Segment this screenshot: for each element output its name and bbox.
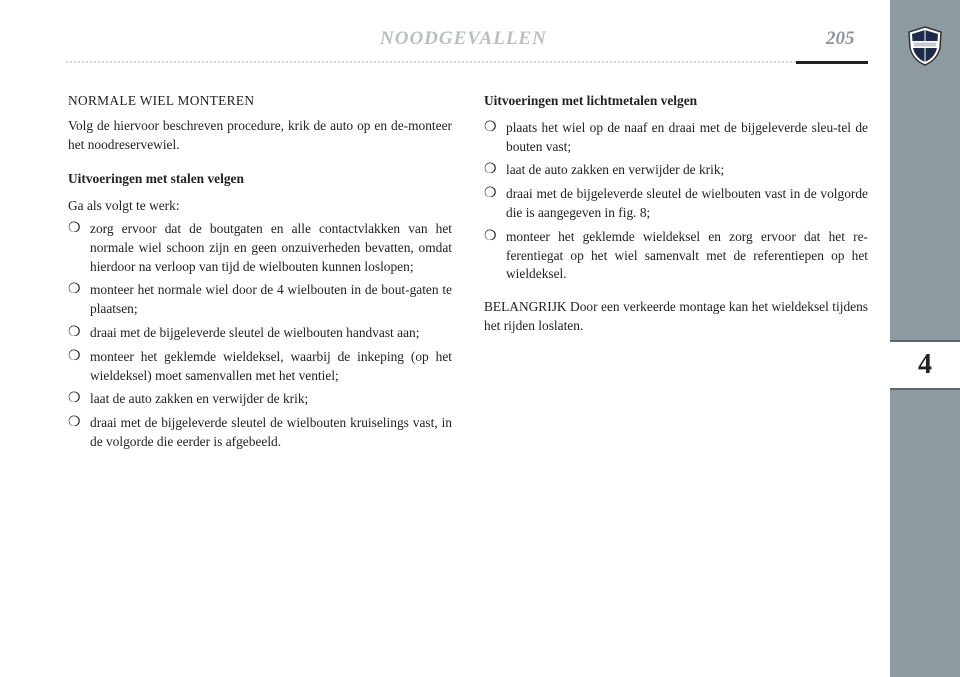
bullet-icon: ❍ (68, 282, 81, 298)
bullet-icon: ❍ (484, 162, 497, 178)
list-item: ❍ monteer het geklemde wieldeksel, waarbij de inkeping (op het wieldeksel) moet samenvallen met het ventiel; (68, 348, 452, 383)
section-title: NORMALE WIEL MONTEREN (68, 93, 255, 108)
list-item: ❍ laat de auto zakken en verwijder de krik; (484, 161, 868, 180)
lead-paragraph: Ga als volgt te werk: (68, 198, 180, 214)
important-note: BELANGRIJK Door een verkeerde montage kan het wieldeksel tijdens het rijden loslaten. (484, 299, 868, 333)
list-item: ❍ laat de auto zakken en verwijder de krik; (68, 390, 452, 409)
chapter-tab[interactable]: 4 (890, 340, 960, 390)
bullet-icon: ❍ (484, 119, 497, 135)
header-rule-solid (796, 61, 868, 64)
steps-list-steel (68, 220, 452, 452)
right-column (484, 92, 868, 346)
subheading-alloy-rims: Uitvoeringen met lichtmetalen velgen (484, 93, 698, 108)
bullet-icon: ❍ (68, 324, 81, 340)
bullet-icon: ❍ (68, 348, 81, 364)
running-header-title: NOODGEVALLEN (380, 28, 547, 49)
header-rule-dotted (66, 61, 796, 63)
page-number: 205 (826, 28, 855, 49)
list-item: ❍ zorg ervoor dat de boutgaten en alle contactvlakken van het normale wiel schoon zijn en geen onzuiverheden bevatten, omdat hierdoor na verloop van tijd de wielbouten kunnen loslopen; (68, 220, 452, 274)
steps-list-alloy (484, 119, 868, 284)
intro-paragraph: Volg de hiervoor beschreven procedure, krik de auto op en de-monteer het noodreservewiel. (68, 117, 452, 152)
list-item: ❍ draai met de bijgeleverde sleutel de wielbouten vast in de volgorde die is aangegeven in fig. 8; (484, 186, 868, 220)
left-column (68, 92, 452, 460)
chapter-sidebar (890, 0, 960, 677)
lancia-shield-icon (907, 26, 943, 66)
bullet-icon: ❍ (68, 391, 81, 407)
bullet-icon: ❍ (484, 228, 497, 244)
list-item: ❍ monteer het geklemde wieldeksel en zorg ervoor dat het re-ferentiegat op het wiel samenvalt met de referentiepen op het wieldeksel. (484, 228, 868, 282)
list-item: ❍ plaats het wiel op de naaf en draai met de bijgeleverde sleu-tel de bouten vast; (484, 119, 868, 154)
bullet-icon: ❍ (68, 415, 81, 431)
bullet-icon: ❍ (484, 186, 497, 202)
list-item: ❍ monteer het normale wiel door de 4 wielbouten in de bout-gaten te plaatsen; (68, 282, 452, 317)
list-item: ❍ draai met de bijgeleverde sleutel de wielbouten kruiselings vast, in de volgorde die eerder is afgebeeld. (68, 415, 452, 449)
list-item: ❍ draai met de bijgeleverde sleutel de wielbouten handvast aan; (68, 324, 452, 343)
bullet-icon: ❍ (68, 220, 81, 236)
subheading-steel-rims: Uitvoeringen met stalen velgen (68, 171, 244, 187)
